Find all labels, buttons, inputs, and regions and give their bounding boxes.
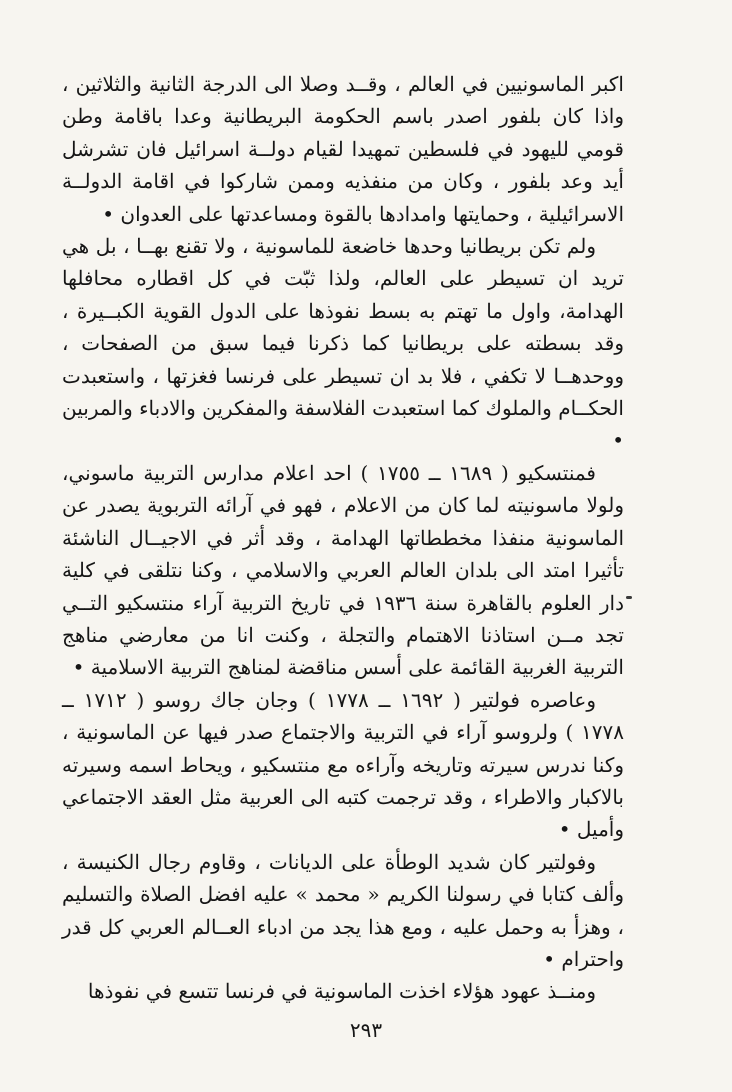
paragraph-3: فمنتسكيو ( ١٦٨٩ ــ ١٧٥٥ ) احد اعلام مدارس التربية ماسوني، ولولا ماسونيته لما كان من الاعلام ، فهو في آرائه التربوية يصدر عن الماسونية منفذا مخططاتها الهدامة ، وقد أثر في الاجيــال الناشئة تأثيرا امتد الى بلدان العالم العربي والاسلامي ، وكنا نتلقى في كلية دار العلوم بالقاهرة سنة ١٩٣٦ في تاريخ التربية آراء منتسكيو التــي تجد مــن استاذنا الاهتمام والتجلة ، وكنت انا من معارضي مناهج التربية الغربية القائمة على أسس مناقضة لمناهج التربية الاسلامية • [62, 460, 624, 680]
body-text [62, 68, 624, 1008]
paragraph-1: اكبر الماسونيين في العالم ، وقــد وصلا الى الدرجة الثانية والثلاثين ، واذا كان بلفور اصدر باسم الحكومة البريطانية وعدا باقامة وطن قومي لليهود في فلسطين تمهيدا لقيام دولــة اسرائيل فان تشرشل أيد وعد بلفور ، وكان من منفذيه وممن شاركوا في اقامة الدولــة الاسرائيلية ، وحمايتها وامدادها بالقوة ومساعدتها على العدوان • [62, 72, 624, 226]
paragraph-6: ومنــذ عهود هؤلاء اخذت الماسونية في فرنسا تتسع في نفوذها [87, 979, 596, 1004]
paragraph-4: وعاصره فولتير ( ١٦٩٢ ــ ١٧٧٨ ) وجان جاك روسو ( ١٧١٢ ــ ١٧٧٨ ) ولروسو آراء في التربية والاجتماع صدر فيها عن الماسونية ، وكنا ندرس سيرته وتاريخه وآراءه مع منتسكيو ، ويحاط اسمه وسيرته بالاكبار والاطراء ، وقد ترجمت كتبه الى العربية مثل العقد الاجتماعي وأميل • [62, 687, 624, 842]
paragraph-2: ولم تكن بريطانيا وحدها خاضعة للماسونية ، ولا تقنع بهــا ، بل هي تريد ان تسيطر على العالم، ولذا ثبّت في كل اقطاره محافلها الهدامة، واول ما تهتم به بسط نفوذها على الدول القوية الكبــيرة ، وقد بسطته على بريطانيا كما ذكرنا فيما سبق من الصفحات ، ووحدهــا لا تكفي ، فلا بد ان تسيطر على فرنسا فغزتها ، واستعبدت الحكــام والملوك كما استعبدت الفلاسفة والمفكرين والادباء والمربين • [62, 234, 625, 453]
paragraph-5: وفولتير كان شديد الوطأة على الديانات ، وقاوم رجال الكنيسة ، وألف كتابا في رسولنا الكريم « محمد » عليه افضل الصلاة والتسليم ، وهزأ به وحمل عليه ، ومع هذا يجد من ادباء العــالم العربي كل قدر واحترام • [62, 849, 624, 971]
page-number: ٢٩٣ [349, 1018, 383, 1042]
ink-speck [626, 596, 632, 599]
